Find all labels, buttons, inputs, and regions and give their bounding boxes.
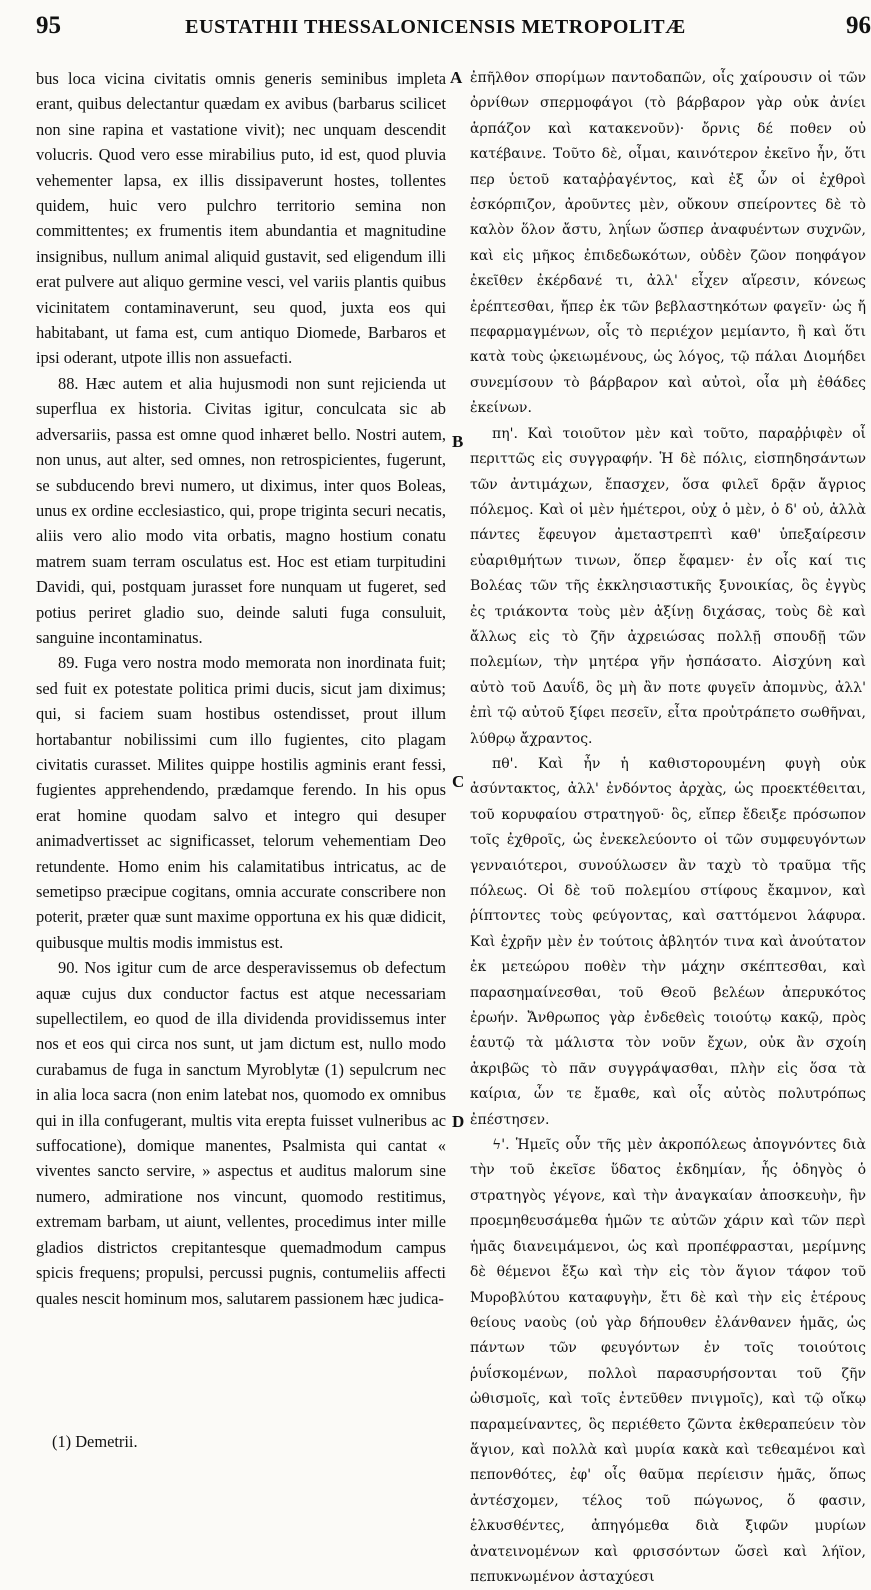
page-number-left: 95 [36, 12, 61, 39]
running-title: EUSTATHII THESSALONICENSIS METROPOLITÆ [185, 16, 686, 38]
page-number-right: 96 [846, 12, 871, 39]
latin-paragraph: bus loca vicina civitatis omnis generis seminibus impleta erant, quibus delectantur quædam ex avibus (barbarus scilicet non sine rapina et vastatione vivit); nec unquam descendit volucris. Quod vero esse mirabilius puto, id est, quod pluvia vehementer lapsa, ex illis dissipaverunt hostes, tollentes quidem, huic vero pulchro territorio semina non committentes; ex frumentis item abundantia et magnitudine insignibus, nullum animal aliquid gustavit, sed eligendum illi erat pulvere aut aliquo germine vesci, vel variis plantis quibus vicinitatem contaminaverunt, seu quod, juxta eos qui habitabant, ut fama est, cum antiquo Diomede, Barbaros et ipsi oderant, utpote illis non assuefacti. [36, 69, 446, 368]
footnote: (1) Demetrii. [52, 1432, 138, 1451]
margin-marker-d: D [452, 1112, 465, 1131]
greek-paragraph: ϟ'. Ἡμεῖς οὖν τῆς μὲν ἀκροπόλεως ἀπογνόντες διὰ τὴν τοῦ ἐκεῖσε ὕδατος ἐκδημίαν, ἧς ὁδηγὸς ὁ στρατηγὸς γέγονε, καὶ τὴν ἀναγκαίαν ἀποσκευὴν, ἣν προεμηθευσάμεθα ἡμῶν τε αὐτῶν χάριν καὶ τῶν περὶ ἡμᾶς διανειμάμενοι, ὡς καὶ προπέφρασται, μερίμνης δὲ θέμενοι ἔξω καὶ τὴν εἰς τὸν ἅγιον τάφον τοῦ Μυροβλύτου καταφυγὴν, ἔτι δὲ καὶ τὴν εἰς ἑτέρους θείους ναοὺς (οὐ γὰρ δήπουθεν ἐλάνθανεν ἡμᾶς, ὡς πάντων τῶν φευγόντων ἐν τοῖς τοιούτοις ῥυΐσκομένων, πολλοὶ παρασυρήσονται τοῦ ζῆν ὠθισμοῖς, καὶ τοῖς ἐντεῦθεν πνιγμοῖς), καὶ τῷ οἴκῳ παραμείναντες, ὃς περιέθετο ζῶντα ἐκθεραπεύειν τὸν ἅγιον, καὶ πολλὰ καὶ μυρία κακὰ καὶ τεθεαμένοι καὶ πεπονθότες, ἐφ' οἷς θαῦμα περίεισιν ἡμᾶς, ὅπως ἀντέσχομεν, τέλος τοῦ πώγωνος, ὅ φασιν, ἑλκυσθέντες, ἀπηγόμεθα διὰ ξιφῶν μυρίων ἀνατεινομένων καὶ φρισσόντων ὥσεὶ καὶ λήϊον, πεπυκνωμένον ἀσταχύεσι [470, 1137, 866, 1585]
latin-column [36, 66, 446, 1311]
margin-marker-c: C [452, 772, 465, 791]
greek-paragraph: ἐπῆλθον σπορίμων παντοδαπῶν, οἷς χαίρουσιν οἱ τῶν ὀρνίθων σπερμοφάγοι (τὸ βάρβαρον γὰρ οὐκ ἀνίει ἁρπάζον καὶ κατακενοῦν)· ὄρνις δέ ποθεν οὐ κατέβαινε. Τοῦτο δὲ, οἶμαι, καινότερον ἐκεῖνο ἦν, ὅτι περ ὑετοῦ καταῤῥαγέντος, καὶ ἐξ ὧν οἱ ἐχθροὶ ἐσκόρπιζον, ἀροῦντες μὲν, οὔκουν σπείροντες δὲ τὸ καλὸν ὅλον ἄστυ, ληΐων ὥσπερ ἀναφυέντων συχνῶν, καὶ εἰς μῆκος ἐπιδεδωκότων, οὐδὲν ζῶον ποηφάγον ἐκεῖθεν ἐκέρδανέ τι, ἀλλ' εἶχεν αἵρεσιν, κόνεως ἐρέπτεσθαι, ἤπερ ἐκ τῶν βεβλαστηκότων φαγεῖν· ὡς ἤ πεφαρμαγμένων, οἷς τὸ περιέχον μεμίαντο, ἢ καὶ ὅτι κατὰ τοὺς ᾠκειωμένους, ὡς λόγος, τῷ πάλαι Διομήδει συνεμίσουν τὸ βάρβαρον καὶ αὐτοὶ, οἷα μὴ ἐθάδες ἐκείνων. [470, 70, 866, 417]
greek-paragraph: πη'. Καὶ τοιοῦτον μὲν καὶ τοῦτο, παραῤῥιφὲν οἷ περιττῶς εἰς συγγραφήν. Ἡ δὲ πόλις, εἰσπηδησάντων τῶν ἀντιμάχων, ἔπασχεν, ὅσα φιλεῖ δρᾷν ἄγριος πόλεμος. Καὶ οἱ μὲν ἡμέτεροι, οὐχ ὁ μὲν, ὁ δ' οὐ, ἀλλὰ πάντες ἔφευγον ἀμεταστρεπτὶ καθ' ὑπεξαίρεσιν εὐαριθμήτων τινων, ὅπερ ἔφαμεν· ἐν οἷς καί τις Βολέας τῶν τῆς ἐκκλησιαστικῆς ξυνοικίας, ὃς ἐγγὺς ἐς τριάκοντα τοὺς μὲν ἀξίνῃ διχάσας, τοὺς δὲ καὶ ἄλλως εἰς τὸ ζῆν ἀχρειώσας πολλῇ σπουδῇ τῶν πολεμίων, τὴν μητέρα γῆν ἠσπάσατο. Αἰσχύνη καὶ αὐτὸ τοῦ Δαυΐδ, ὃς μὴ ἂν ποτε φυγεῖν ἀπομνὺς, ἀλλ' ἐπὶ τῷ αὐτοῦ ξίφει πεσεῖν, εἶτα προὐτράπετο σωθῆναι, λύθρῳ ἄχραντος. [470, 425, 866, 747]
latin-paragraph: 88. Hæc autem et alia hujusmodi non sunt rejicienda ut superflua ex historia. Civitas igitur, conculcata sic ab adversariis, passa est omne quod inhæret bello. Nostri autem, non unus, aut alter, sed omnes, non retrospicientes, fugerunt, se subducendo brevi numero, ut diximus, inter quos Boleas, unus ex ordine ecclesiastico, qui, prope triginta securi necatis, aliis vero alio modo vita orbatis, magno hostium conatu matrem suam terram osculatus est. Hoc est etiam turpitudini Davidi, qui, postquam jurasset fore nunquam ut fugeret, sed potius periret gladio suo, deinde saluti fuga consuluit, sanguine incontaminatus. [36, 373, 446, 647]
greek-column [470, 66, 866, 1590]
running-header [0, 8, 871, 48]
margin-marker-a: A [450, 68, 463, 87]
greek-paragraph: πθ'. Καὶ ἦν ἡ καθιστορουμένη φυγὴ οὐκ ἀσύντακτος, ἀλλ' ἐνδόντος ἀρχὰς, ὡς προεκτέθειται, τοῦ κορυφαίου στρατηγοῦ· ὃς, εἴπερ ἔδειξε πρόσωπον τοῖς ἐχθροῖς, ὡς ἐνεκελεύοντο οἱ τῶν συμφευγόντων γενναιότεροι, συνούλωσεν ἂν ταχὺ τὸ τραῦμα τῆς πόλεως. Οἱ δὲ τοῦ πολεμίου στίφους ἔκαμνον, καὶ ῥίπτοντες τοὺς φεύγοντας, καὶ σαττόμενοι λάφυρα. Καὶ ἐχρῆν μὲν ἐν τούτοις ἀβλητόν τινα καὶ ἀνούτατον ἐκ μετεώρου ποθὲν τὴν μάχην σκέπτεσθαι, καὶ παρασημαίνεσθαι, τοῦ Θεοῦ βελέων ἀπερυκότος ἐρωήν. Ἄνθρωπος γὰρ ἐνδεθεὶς τοιούτῳ κακῷ, πρὸς ἑαυτῷ τὰ μάλιστα τὸν νοῦν ἔχων, οὐκ ἂν σχοίη ἀκριβῶς τὸ πᾶν συγγράψασθαι, πλὴν εἰς ὅσα τὰ καίρια, ὧν τε ἔμαθε, καὶ οἷς αὐτὸς πολυτρόπως ἐπέστησεν. [470, 755, 866, 1128]
margin-marker-b: B [452, 432, 464, 451]
latin-paragraph: 89. Fuga vero nostra modo memorata non inordinata fuit; sed fuit ex potestate politica primi ducis, sicut jam diximus; qui, si faciem suam hostibus ostendisset, prout illum hortabantur nobilissimi cum illo fugientes, cito plagam civitatis curasset. Milites quippe hostilis agminis erant fessi, fugientes apprehendendo, prædamque ferendo. In his opus erat homine quodam salvo et integro qui desuper animadvertisset ac significasset, telorum vehementiam Deo retundente. Homo enim his calamitatibus intricatus, ac de semetipso præcipue cogitans, omnia accurate conscribere non poterit, præter quæ sunt maxime opportuna ex his quæ didicit, quibusque multis modis immistus est. [36, 653, 446, 952]
latin-paragraph: 90. Nos igitur cum de arce desperavissemus ob defectum aquæ cujus dux conductor factus est atque necessariam supellectilem, eo quod de illa dividenda providissemus inter nos et eos qui circa nos sunt, ut jam dictum est, nullo modo curabamus de fuga in sanctum Myroblytæ (1) sepulcrum nec in alia loca sacra (non enim latebat nos, quomodo ex omnibus qui in illa confugerant, multis vita erepta fuisset vulneribus ac suffocatione), domique manentes, Psalmista qui cantat « viventes sancto servire, » aspectus et auditus malorum sine numero, admiratione nos vincunt, quomodo restitimus, extremam barbam, ut aiunt, vellentes, procedimus inter mille gladios districtos crepitantesque quemadmodum campus spicis frequens; propulsi, percussi pugnis, contumeliis affecti quales nescit hominum mos, salutarem passionem hæc judica- [36, 958, 446, 1308]
